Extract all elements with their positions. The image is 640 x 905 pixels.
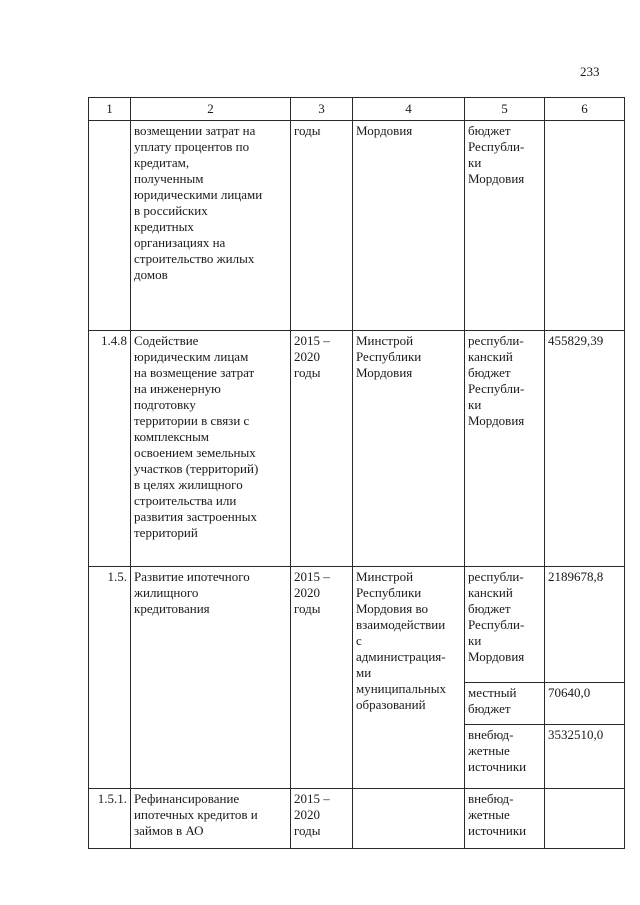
row-funding-source: республи- канский бюджет Республи- ки Мордовия [465,567,545,683]
row-executor [353,789,465,849]
row-amount [545,121,625,331]
header-cell-1: 1 [89,98,131,121]
row-amount: 455829,39 [545,331,625,567]
row-amount [545,789,625,849]
row-funding-source: внебюд- жетные источники [465,789,545,849]
row-number: 1.5. [89,567,131,789]
row-name: Рефинансирование ипотечных кредитов и займов в АО [131,789,291,849]
row-amount: 2189678,8 [545,567,625,683]
header-cell-6: 6 [545,98,625,121]
header-cell-2: 2 [131,98,291,121]
row-name: Содействие юридическим лицам на возмещение затрат на инженерную подготовку территории в связи с комплексным освоением земельных участков (территорий) в целях жилищного строительства или развития застроенных территорий [131,331,291,567]
row-amount: 70640,0 [545,683,625,725]
row-funding-source: местный бюджет [465,683,545,725]
row-name: Развитие ипотечного жилищного кредитования [131,567,291,789]
page-number: 233 [580,64,600,79]
table-row [89,331,625,567]
row-period: 2015 – 2020 годы [291,331,353,567]
row-name: возмещении затрат на уплату процентов по кредитам, полученным юридическими лицами в российских кредитных организациях на строительство жилых домов [131,121,291,331]
header-cell-4: 4 [353,98,465,121]
row-period: годы [291,121,353,331]
row-number: 1.4.8 [89,331,131,567]
row-period: 2015 – 2020 годы [291,789,353,849]
row-funding-source: бюджет Республи- ки Мордовия [465,121,545,331]
row-amount: 3532510,0 [545,725,625,789]
table-row [89,567,625,683]
row-funding-source: республи- канский бюджет Республи- ки Мордовия [465,331,545,567]
row-number [89,121,131,331]
header-row [89,98,625,121]
row-executor: Минстрой Республики Мордовия во взаимодействии с администрация- ми муниципальных образований [353,567,465,789]
program-table [88,97,625,849]
row-executor: Мордовия [353,121,465,331]
row-number: 1.5.1. [89,789,131,849]
row-funding-source: внебюд- жетные источники [465,725,545,789]
row-executor: Минстрой Республики Мордовия [353,331,465,567]
row-period: 2015 – 2020 годы [291,567,353,789]
header-cell-3: 3 [291,98,353,121]
table-row [89,789,625,849]
table-row [89,121,625,331]
header-cell-5: 5 [465,98,545,121]
